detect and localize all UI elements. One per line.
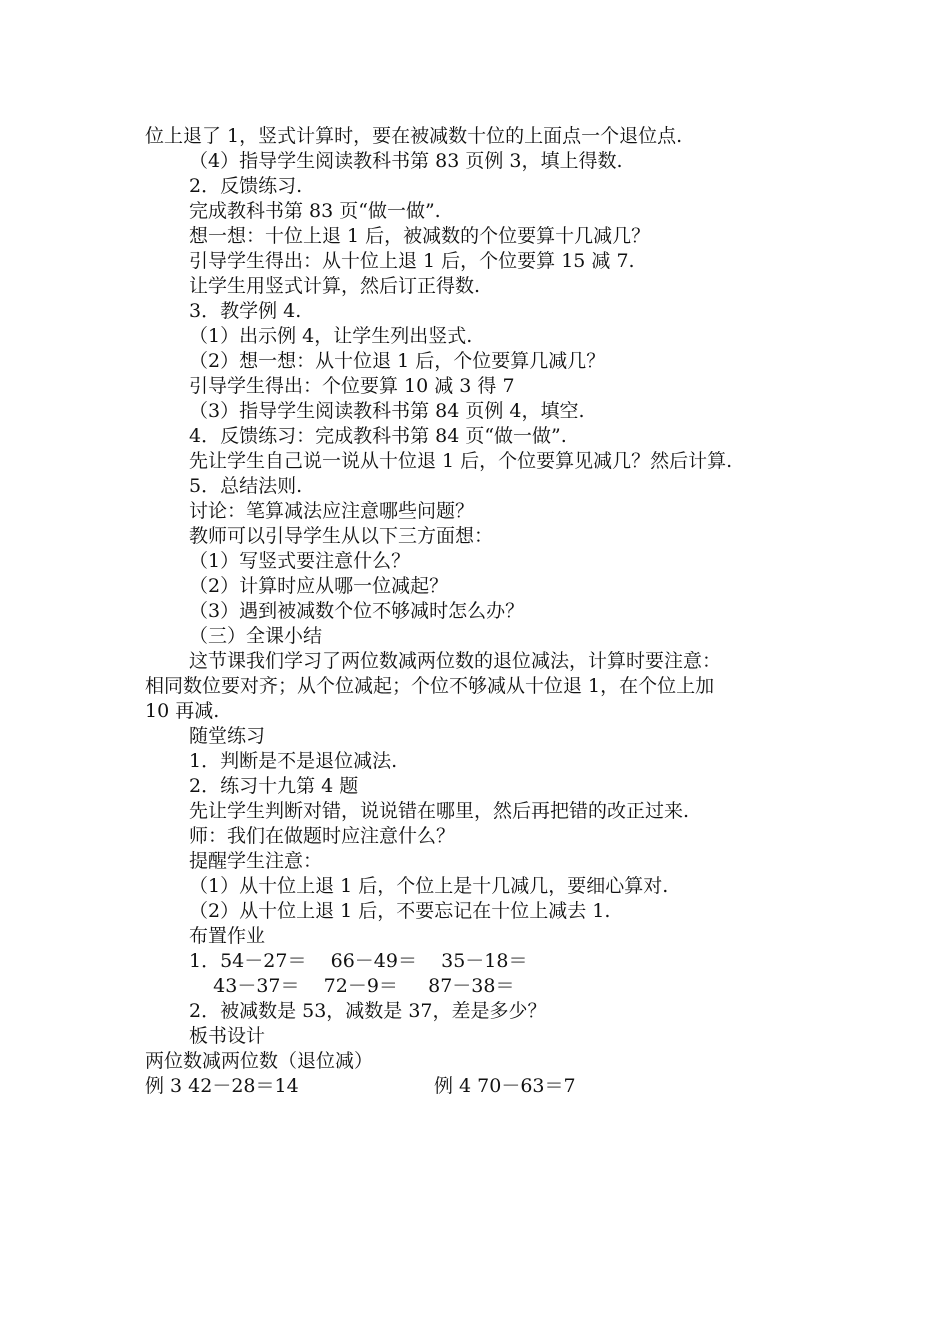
text-line: 先让学生自己说一说从十位退 1 后，个位要算见减几？然后计算.: [189, 450, 733, 472]
text-line: 3．教学例 4.: [189, 300, 302, 322]
section-heading: 布置作业: [189, 925, 266, 947]
text-line: （2）想一想：从十位退 1 后，个位要算几减几？: [189, 350, 606, 372]
text-line: 讨论：笔算减法应注意哪些问题？: [189, 500, 475, 522]
text-line: 位上退了 1，竖式计算时，要在被减数十位的上面点一个退位点.: [145, 125, 683, 147]
section-heading: 随堂练习: [189, 725, 266, 747]
text-line: 师：我们在做题时应注意什么？: [189, 825, 456, 847]
text-line: （3）指导学生阅读教科书第 84 页例 4，填空.: [189, 400, 585, 422]
text-line: 4．反馈练习：完成教科书第 84 页“做一做”.: [189, 425, 567, 447]
text-line: （1）写竖式要注意什么？: [189, 550, 411, 572]
text-line: 5．总结法则.: [189, 475, 303, 497]
section-heading: （三）全课小结: [189, 625, 323, 647]
text-line: 提醒学生注意：: [189, 850, 323, 872]
text-line: 先让学生判断对错，说说错在哪里，然后再把错的改正过来.: [189, 800, 690, 822]
homework-line: 43－37＝ 72－9＝ 87－38＝: [189, 975, 515, 997]
text-line: 10 再减.: [145, 700, 220, 722]
text-line: （1）从十位上退 1 后，个位上是十几减几，要细心算对.: [189, 875, 669, 897]
text-line: 让学生用竖式计算，然后订正得数.: [189, 275, 481, 297]
text-line: 2．被减数是 53，减数是 37，差是多少？: [189, 1000, 547, 1022]
text-line: （4）指导学生阅读教科书第 83 页例 3，填上得数.: [189, 150, 623, 172]
text-line: 教师可以引导学生从以下三方面想：: [189, 525, 494, 547]
text-line: 引导学生得出：从十位上退 1 后，个位要算 15 减 7.: [189, 250, 635, 272]
text-line: 2．反馈练习.: [189, 175, 303, 197]
text-line: 想一想：十位上退 1 后，被减数的个位要算十几减几？: [189, 225, 651, 247]
text-line: 引导学生得出：个位要算 10 减 3 得 7: [189, 375, 515, 397]
section-heading: 板书设计: [189, 1025, 266, 1047]
board-title: 两位数减两位数（退位减）: [145, 1050, 374, 1072]
text-line: （3）遇到被减数个位不够减时怎么办？: [189, 600, 525, 622]
homework-line: 1．54－27＝ 66－49＝ 35－18＝: [189, 950, 528, 972]
text-line: 2．练习十九第 4 题: [189, 775, 359, 797]
text-line: 完成教科书第 83 页“做一做”.: [189, 200, 441, 222]
board-example-4: 例 4 70－63＝7: [434, 1075, 576, 1097]
text-line: 1．判断是不是退位减法.: [189, 750, 398, 772]
text-line: 相同数位要对齐；从个位减起；个位不够减从十位退 1，在个位上加: [145, 675, 715, 697]
text-line: 这节课我们学习了两位数减两位数的退位减法，计算时要注意：: [189, 650, 722, 672]
text-line: （2）从十位上退 1 后，不要忘记在十位上减去 1.: [189, 900, 611, 922]
text-line: （1）出示例 4，让学生列出竖式.: [189, 325, 473, 347]
text-line: （2）计算时应从哪一位减起？: [189, 575, 449, 597]
board-example-3: 例 3 42－28＝14: [145, 1075, 299, 1097]
